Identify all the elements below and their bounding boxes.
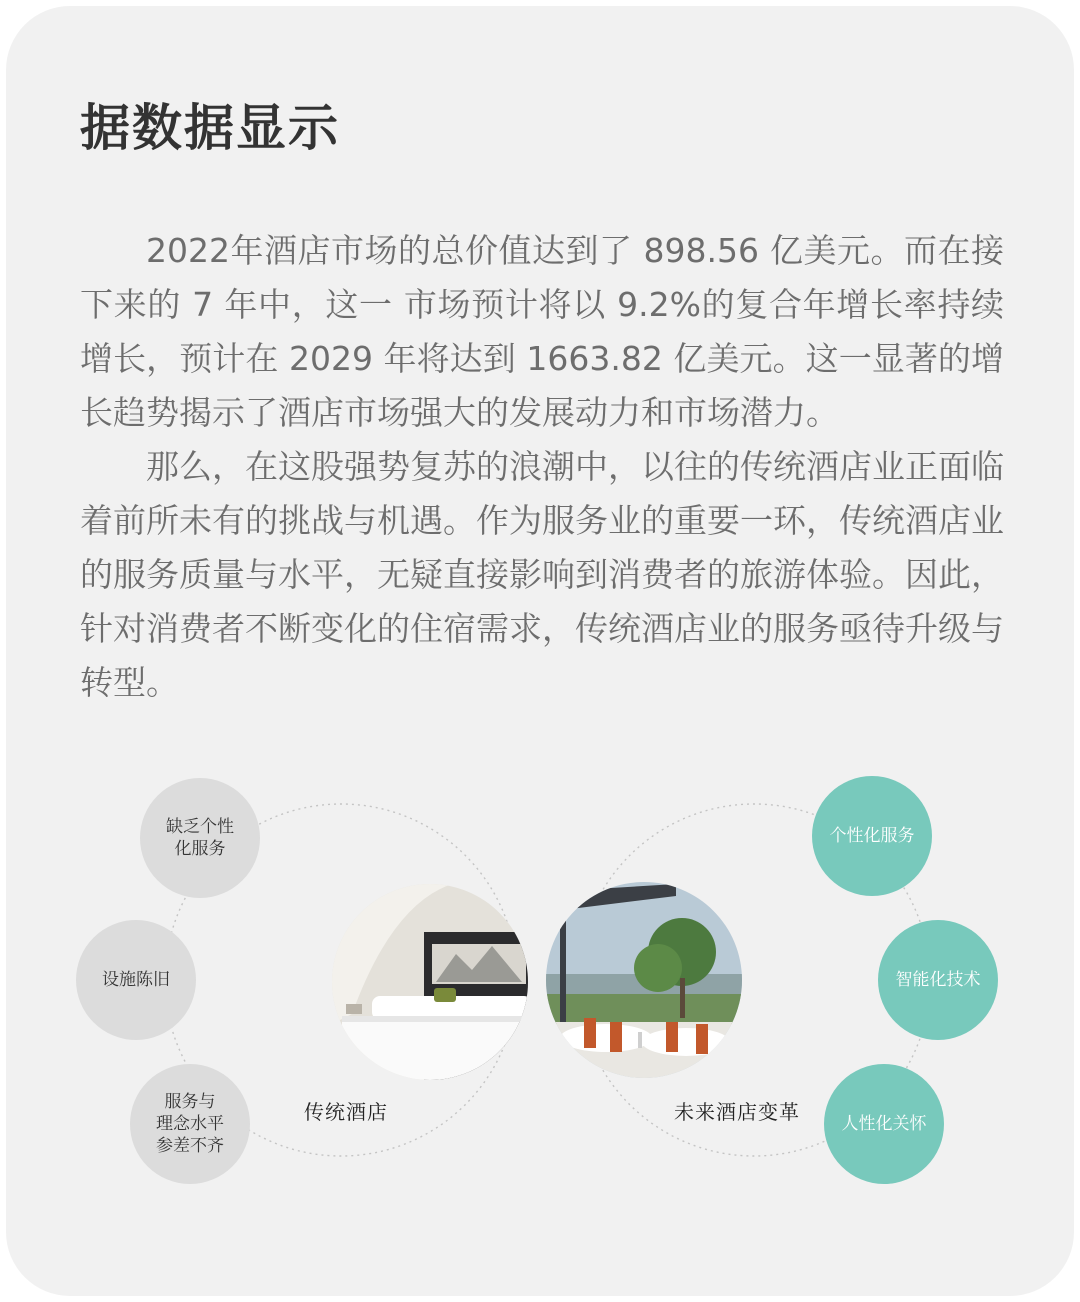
feature-text-line: 人性化关怀 xyxy=(841,1114,927,1134)
issue-bubble-uneven-service xyxy=(130,1064,250,1184)
content-card xyxy=(6,6,1074,1296)
paragraph-market-data: 2022年酒店市场的总价值达到了 898.56 亿美元。而在接下来的 7 年中，这一 市场预计将以 9.2%的复合年增长率持续增长，预计在 2029 年将达到 1663.82 亿美元。这一显著的增长趋势揭示了酒店市场强大的发展动力和市场潜力。 xyxy=(80,231,1004,432)
future-hotel-photo xyxy=(546,882,742,1078)
issue-bubble-lack-personalization xyxy=(140,778,260,898)
comparison-diagram xyxy=(6,6,1074,1296)
issue-text-line: 缺乏个性 xyxy=(166,817,234,837)
issue-text-line: 服务与 xyxy=(164,1092,216,1112)
traditional-hotel-label: 传统酒店 xyxy=(304,1100,388,1124)
feature-text-line: 个性化服务 xyxy=(829,826,915,846)
issue-text-line: 参差不齐 xyxy=(156,1136,224,1156)
traditional-hotel-photo xyxy=(332,884,528,1080)
future-hotel-label: 未来酒店变革 xyxy=(674,1100,800,1124)
issue-text-line: 化服务 xyxy=(174,839,226,859)
paragraph-challenges: 那么，在这股强势复苏的浪潮中，以往的传统酒店业正面临着前所未有的挑战与机遇。作为服务业的重要一环，传统酒店业的服务质量与水平，无疑直接影响到消费者的旅游体验。因此，针对消费者不断变化的住宿需求，传统酒店业的服务亟待升级与转型。 xyxy=(80,447,1004,702)
issue-text-line: 理念水平 xyxy=(156,1114,224,1134)
page-title: 据数据显示 xyxy=(80,99,340,157)
feature-text-line: 智能化技术 xyxy=(895,970,981,990)
issue-text-line: 设施陈旧 xyxy=(102,970,170,990)
feature-bubble-human-care xyxy=(824,1064,944,1184)
issue-bubble-outdated-facilities xyxy=(76,920,196,1040)
feature-bubble-smart-technology xyxy=(878,920,998,1040)
feature-bubble-personalized-service xyxy=(812,776,932,896)
